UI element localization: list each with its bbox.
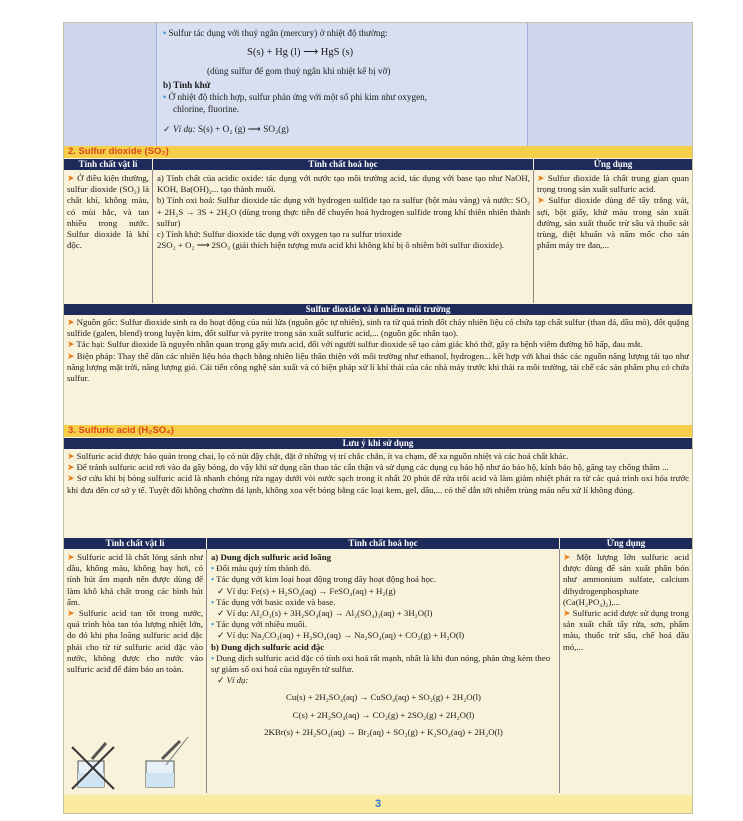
text: Sulfur dioxide dùng để tẩy trắng vải, sợi, bột giấy, khử màu trong sản xuất đường, sản xuất thuốc trừ sâu và thuốc sát trùng, diệt khuẩn và nấm mốc cho sản phẩm máy tre đan,... [537, 195, 689, 251]
example-line: ✓ Ví dụ: Fe(s) + H₂SO₄(aq) → FeSO₄(aq) + H₂(g) [217, 585, 396, 596]
text-line: (dùng sulfur để gom thuỷ ngân khi nhiệt kế bị vỡ) [207, 66, 391, 76]
example-label: Ví dụ: [226, 675, 249, 686]
column-header: Ứng dụng [534, 159, 692, 170]
equation: Ví dụ: Al₂O₃(s) + 3H₂SO₄(aq) → Al₂(SO₄)₃(aq) + 3H₂O(l) [226, 608, 433, 619]
paragraph: a) Tính chất của acidic oxide: tác dụng với nước tạo môi trường acid, tác dụng với base tạo như NaOH, KOH, Ba(OH)₂... tạo thành muối. [157, 173, 530, 195]
example-line: ✓ Ví dụ: [217, 675, 249, 686]
column-header: Tính chất hoá học [153, 159, 533, 170]
page-sheet [63, 22, 693, 814]
physical-properties: ➤ Ở điều kiện thường, sulfur dioxide (SO₂) là chất khí, không màu, có mùi hắc, và tan nhiều trong nước. Sulfur dioxide là khí độc. [67, 173, 149, 251]
applications [563, 552, 689, 792]
equation: 2SO₂ + O₂ ⟶ 2SO₃ (giải thích hiện tượng mưa acid khi không khí bị ô nhiễm bởi sulfur dioxide). [157, 240, 505, 251]
example-label: Ví dụ: [173, 124, 196, 134]
list-item: • Tác dụng với kim loại hoạt động trong dãy hoạt động hoá học. [211, 574, 437, 585]
column-header: Tính chất vật lí [64, 538, 206, 549]
paragraph: ➤ Một lượng lớn sulfuric acid được dùng để sản xuất phân bón như ammonium sulfate, calcium dihydrogenphosphate (Ca(H₂PO₄)₂),... [563, 552, 689, 607]
chemical-properties [157, 173, 530, 303]
text: Ở điều kiện thường, sulfur dioxide (SO₂) là chất khí, không màu, có mùi hắc, và tan nhiều trong nước. Sulfur dioxide là khí độc. [67, 173, 149, 251]
equation: S(s) + O₂ (g) ⟶ SO₂(g) [198, 124, 289, 134]
text: Sulfur tác dụng với thuỷ ngân (mercury) ở nhiệt độ thường: [168, 28, 388, 38]
equation: Cu(s) + 2H₂SO₄(aq) → CuSO₄(aq) + SO₂(g) + 2H₂O(l) [286, 692, 481, 703]
sulfur-continuation-block [64, 23, 692, 146]
text: Sulfur dioxide là chất trung gian quan trọng trong sản xuất sulfuric acid. [537, 173, 689, 195]
subheading: a) Dung dịch sulfuric acid loãng [211, 552, 331, 562]
text: Tác dụng với kim loại hoạt động trong dãy hoạt động hoá học. [216, 574, 437, 585]
equation: Ví dụ: Na₂CO₃(aq) + H₂SO₄(aq) → Na₂SO₄(aq) + CO₂(g) + H₂O(l) [226, 630, 465, 641]
applications [537, 173, 689, 303]
acid-dilution-illustration [70, 735, 200, 791]
list-item: • Tác dụng với nhiều muối. [211, 619, 308, 630]
text: Sulfuric acid được sử dụng trong sản xuất chất tẩy rửa, sơn, phẩm màu, thuốc trừ sâu, chế hoá dầu mỏ,... [563, 608, 689, 652]
text: Tác dụng với basic oxide và base. [216, 596, 336, 607]
paragraph: ➤ Nguồn gốc: Sulfur dioxide sinh ra do hoạt động của núi lửa (nguồn gốc tự nhiên), sinh ra từ quá trình đốt cháy nhiên liệu có chứa tạp chất sulfur (than đá, dầu mỏ), đốt quặng sulfide (galen, blend) trong luyện kim, đốt sulfur và pyrite trong sản xuất sulfuric acid,... (nguồn gốc nhân tạo). [67, 317, 689, 339]
paragraph: ➤ Sulfur dioxide là chất trung gian quan trọng trong sản xuất sulfuric acid. [537, 173, 689, 195]
wrong-method-icon [72, 743, 114, 789]
example-line: ✓ Ví dụ: Al₂O₃(s) + 3H₂SO₄(aq) → Al₂(SO₄)₃(aq) + 3H₂O(l) [217, 608, 433, 619]
example-line: ✓ Ví dụ: S(s) + O₂ (g) ⟶ SO₂(g) [163, 124, 289, 134]
example-line: ✓ Ví dụ: Na₂CO₃(aq) + H₂SO₄(aq) → Na₂SO₄(aq) + CO₂(g) + H₂O(l) [217, 630, 465, 641]
pollution-info [67, 317, 689, 423]
text: Sulfuric acid tan tốt trong nước, quá trình hòa tan tỏa lượng nhiệt lớn, do đó khi pha loãng sulfuric acid đặc phải cho từ từ sulfuric acid đặc vào nước, không được cho nước vào sulfuric acid để đảm bảo an toàn. [67, 608, 203, 675]
column-header: Tính chất hoá học [207, 538, 559, 549]
paragraph: ➤ Sulfuric acid được sử dụng trong sản xuất chất tẩy rửa, sơn, phẩm màu, thuốc trừ sâu, chế hoá dầu mỏ,... [563, 608, 689, 652]
text: Nguồn gốc: Sulfur dioxide sinh ra do hoạt động của núi lửa (nguồn gốc tự nhiên), sinh ra từ quá trình đốt cháy nhiên liệu có chứa tạp chất sulfur (than đá, dầu mỏ), đốt quặng sulfide (galen, blend) trong luyện kim, đốt sulfur và pyrite trong sản xuất sulfuric acid,... (nguồn gốc nhân tạo). [67, 317, 689, 339]
list-item: • Dung dịch sulfuric acid đặc có tính oxi hoá rất mạnh, nhất là khi đun nóng, phản ứng kèm theo sự giảm số oxi hoá của nguyên tử sulfur. [211, 652, 551, 675]
text: Đổi màu quỳ tím thành đỏ. [216, 563, 312, 574]
paragraph: ➤ Sulfuric acid được bảo quản trong chai, lọ có nút đậy chặt, đặt ở những vị trí chắc chắn, ít va chạm, để xa nguồn nhiệt và các hoá chất khác. [67, 451, 569, 461]
column-header: Ứng dụng [560, 538, 692, 549]
text-line: chlorine, fluorine. [173, 104, 240, 114]
paragraph: ➤ Sulfuric acid là chất lỏng sánh như dầu, không màu, không bay hơi, có tính hút ẩm mạnh nên được dùng để làm khô khá chất trong các bình hút ẩm. [67, 552, 203, 607]
text: Tác hại: Sulfur dioxide là nguyên nhân quan trọng gây mưa acid, đối với người sulfur dioxide sẽ tạo cảm giác khó thở, gây ra bệnh viêm đường hô hấp, đau mắt. [76, 339, 643, 350]
paragraph: b) Tính oxi hoá: Sulfur dioxide tác dụng với hydrogen sulfide tạo ra sulfur (bột màu vàng) và nước: SO₂ + 2H₂S → 3S + 2H₂O (dùng trong thực tiễn để chuyển hoá hydrogen sulfide trong khí thiên nhiên thành sulfur) [157, 195, 530, 228]
safety-notes [67, 451, 689, 537]
subheading: b) Tính khử [163, 80, 211, 90]
text: Tác dụng với nhiều muối. [216, 619, 308, 630]
subsection-header: Lưu ý khi sử dụng [64, 438, 692, 449]
divider [559, 549, 560, 793]
text: Sơ cứu khi bị bỏng sulfuric acid là nhanh chóng rửa ngay dưới vòi nước sạch trong ít nhất 20 phút để rửa trôi acid và làm giảm nhiệt phát ra từ các quá trình oxi hóa trước khi đưa đến cơ sở y tế. Tuyệt đối không chườm đá lạnh, không xoa vết bỏng bằng các loại kem, gel, dầu,... có thể dẫn tới nhiễm trùng máu nếu xử lí không đúng. [67, 473, 689, 495]
paragraph: c) Tính khử: Sulfur dioxide tác dụng với oxygen tạo ra sulfur trioxide [157, 229, 402, 240]
text: Sulfuric acid được bảo quản trong chai, lọ có nút đậy chặt, đặt ở những vị trí chắc chắn, ít va chạm, để xa nguồn nhiệt và các hoá chất khác. [76, 451, 569, 461]
column-header: Tính chất vật lí [64, 159, 152, 170]
section-title: 2. Sulfur dioxide (SO₂) [64, 146, 692, 158]
text: Sulfuric acid là chất lỏng sánh như dầu, không màu, không bay hơi, có tính hút ẩm mạnh nên được dùng để làm khô khá chất trong các bình hút ẩm. [67, 552, 203, 607]
physical-properties [67, 552, 203, 730]
list-item: • Đổi màu quỳ tím thành đỏ. [211, 563, 312, 574]
text: Biện pháp: Thay thế dần các nhiên liệu hóa thạch bằng nhiên liệu thân thiện với môi trường như ethanol, hydrogen... kết hợp với khai thác các nguồn năng lượng tái tạo như năng lượng mặt trời, năng lượng gió. Cải tiến công nghệ sản xuất và có biện pháp xử lí khí thải của các nhà máy trước khi thải ra môi trường, tái chế các sản phẩm phụ có chứa sulfur. [67, 350, 689, 384]
paragraph: ➤ Sulfur dioxide dùng để tẩy trắng vải, sợi, bột giấy, khử màu trong sản xuất đường, sản xuất thuốc trừ sâu và thuốc sát trùng, diệt khuẩn và nấm mốc cho sản phẩm máy tre đan,... [537, 195, 689, 251]
equation: Ví dụ: Fe(s) + H₂SO₄(aq) → FeSO₄(aq) + H₂(g) [226, 585, 396, 596]
subsection-header: Sulfur dioxide và ô nhiễm môi trường [64, 304, 692, 315]
paragraph: ➤ Để tránh sulfuric acid rơi vào da gây bỏng, do vậy khi sử dụng cần thao tác cẩn thận và sử dụng các dụng cụ bảo hộ như áo bảo hộ, kính bảo hộ, găng tay chống thấm ... [67, 462, 669, 473]
text: Một lượng lớn sulfuric acid được dùng để sản xuất phân bón như ammonium sulfate, calcium dihydrogenphosphate (Ca(H₂PO₄)₂),... [563, 552, 689, 607]
text: Để tránh sulfuric acid rơi vào da gây bỏng, do vậy khi sử dụng cần thao tác cẩn thận và sử dụng các dụng cụ bảo hộ như áo bảo hộ, kính bảo hộ, găng tay chống thấm ... [76, 462, 669, 473]
chemical-properties [211, 552, 556, 792]
divider [152, 170, 153, 303]
text-line: • Sulfur tác dụng với thuỷ ngân (mercury) ở nhiệt độ thường: [163, 28, 388, 38]
page-number: 3 [374, 798, 382, 810]
list-item: • Tác dụng với basic oxide và base. [211, 596, 336, 607]
subheading: b) Dung dịch sulfuric acid đặc [211, 641, 325, 652]
text: Ở nhiệt độ thích hợp, sulfur phản ứng với một số phi kim như oxygen, [168, 92, 428, 102]
equation: S(s) + Hg (l) ⟶ HgS (s) [247, 47, 354, 58]
text-line: • Ở nhiệt độ thích hợp, sulfur phản ứng với một số phi kim như oxygen, [163, 92, 428, 102]
section-title: 3. Sulfuric acid (H₂SO₄) [64, 425, 692, 437]
paragraph: ➤ Biện pháp: Thay thế dần các nhiên liệu hóa thạch bằng nhiên liệu thân thiện với môi trường như ethanol, hydrogen... kết hợp với khai thác các nguồn năng lượng tái tạo như năng lượng mặt trời, năng lượng gió. Cải tiến công nghệ sản xuất và có biện pháp xử lí khí thải của các nhà máy trước khi thải ra môi trường, tái chế các sản phẩm phụ có chứa sulfur. [67, 350, 689, 384]
sulfur-continuation-content [156, 23, 528, 146]
paragraph: ➤ Tác hại: Sulfur dioxide là nguyên nhân quan trọng gây mưa acid, đối với người sulfur dioxide sẽ tạo cảm giác khó thở, gây ra bệnh viêm đường hô hấp, đau mắt. [67, 339, 643, 350]
correct-method-icon [146, 737, 188, 787]
equation: 2KBr(s) + 2H₂SO₄(aq) → Br₂(aq) + SO₂(g) + K₂SO₄(aq) + 2H₂O(l) [264, 726, 503, 737]
paragraph: ➤ Sulfuric acid tan tốt trong nước, quá trình hòa tan tỏa lượng nhiệt lớn, do đó khi pha loãng sulfuric acid đặc phải cho từ từ sulfuric acid đặc vào nước, không được cho nước vào sulfuric acid để đảm bảo an toàn. [67, 608, 203, 675]
equation: C(s) + 2H₂SO₄(aq) → CO₂(g) + 2SO₂(g) + 2H₂O(l) [292, 709, 475, 720]
paragraph: ➤ Sơ cứu khi bị bỏng sulfuric acid là nhanh chóng rửa ngay dưới vòi nước sạch trong ít nhất 20 phút để rửa trôi acid và làm giảm nhiệt phát ra từ các quá trình oxi hóa trước khi đưa đến cơ sở y tế. Tuyệt đối không chườm đá lạnh, không xoa vết bỏng bằng các loại kem, gel, dầu,... có thể dẫn tới nhiễm trùng máu nếu xử lí không đúng. [67, 473, 689, 495]
divider [533, 170, 534, 303]
divider [206, 549, 207, 793]
text: Dung dịch sulfuric acid đặc có tính oxi hoá rất mạnh, nhất là khi đun nóng, phản ứng kèm theo sự giảm số oxi hoá của nguyên tử sulfur. [211, 652, 551, 675]
